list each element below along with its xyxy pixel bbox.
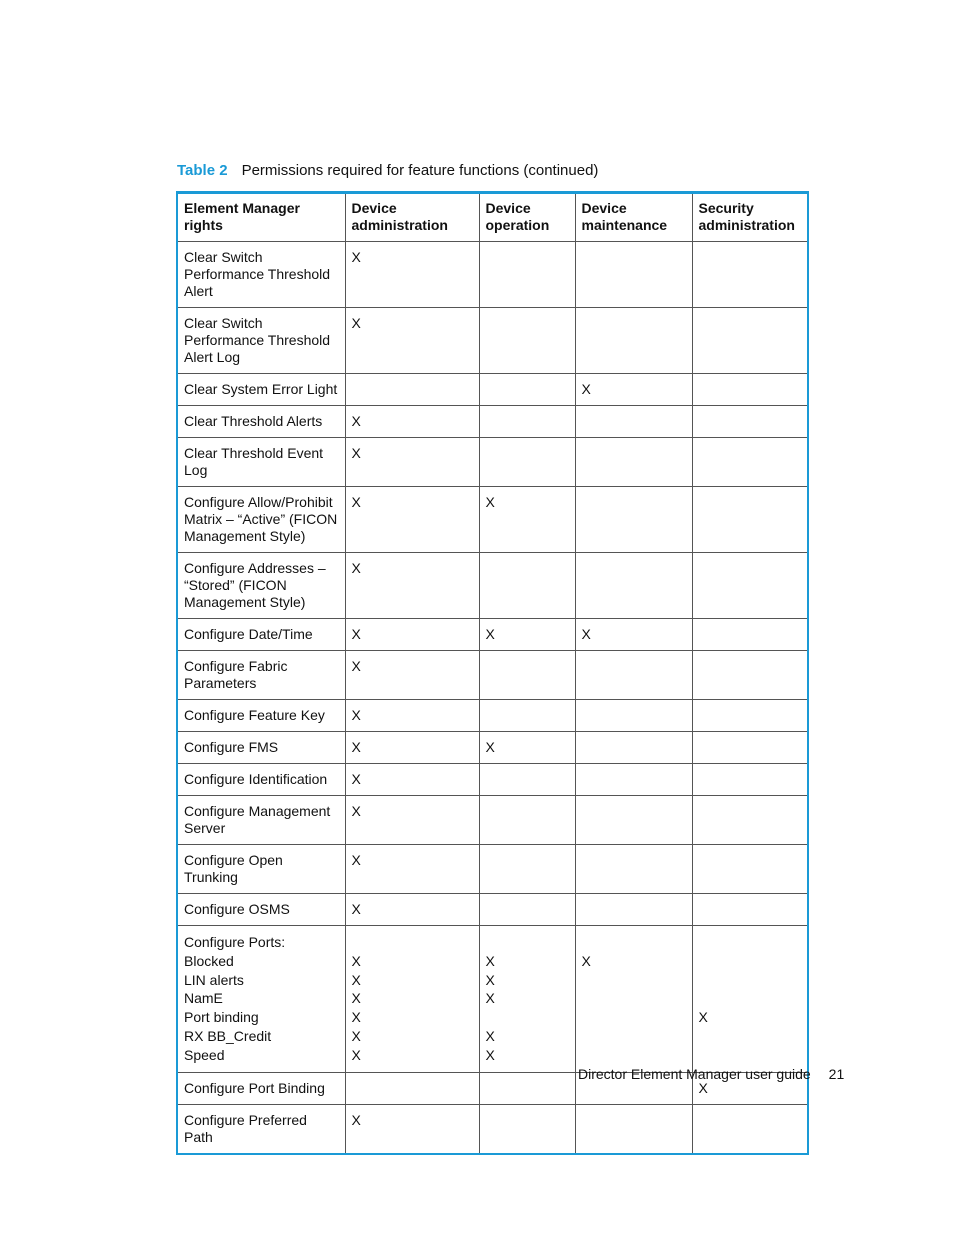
cell-right-name: Configure FMS <box>178 732 345 764</box>
cell-device-operation <box>479 406 575 438</box>
cell-device-maintenance <box>575 764 692 796</box>
table-row <box>178 845 807 894</box>
cell-right-name: Configure Date/Time <box>178 619 345 651</box>
table-caption-text: Permissions required for feature functions (continued) <box>241 162 599 179</box>
cell-device-administration: X <box>345 651 479 700</box>
cell-device-maintenance <box>575 732 692 764</box>
header-security-administration: Security administration <box>692 194 807 242</box>
header-element-manager-rights: Element Manager rights <box>178 194 345 242</box>
cell-device-operation <box>479 894 575 926</box>
cell-device-administration: X <box>345 406 479 438</box>
cell-security-administration <box>692 308 807 374</box>
footer-title: Director Element Manager user guide <box>578 1066 811 1082</box>
cell-right-name: Configure Identification <box>178 764 345 796</box>
cell-device-maintenance <box>575 438 692 487</box>
cell-device-administration: X X X X X X <box>345 926 479 1073</box>
cell-device-administration: X <box>345 308 479 374</box>
cell-device-administration: X <box>345 438 479 487</box>
cell-device-operation <box>479 764 575 796</box>
cell-right-name: Configure Open Trunking <box>178 845 345 894</box>
cell-device-operation <box>479 308 575 374</box>
cell-device-operation: X <box>479 487 575 553</box>
cell-device-administration: X <box>345 732 479 764</box>
cell-device-operation: X <box>479 732 575 764</box>
table-row <box>178 764 807 796</box>
cell-device-maintenance <box>575 406 692 438</box>
cell-security-administration <box>692 438 807 487</box>
cell-right-name: Configure Management Server <box>178 796 345 845</box>
table-row <box>178 732 807 764</box>
cell-device-operation <box>479 700 575 732</box>
table-row <box>178 406 807 438</box>
cell-right-name: Clear Switch Performance Threshold Alert Log <box>178 308 345 374</box>
page-footer <box>578 1066 844 1082</box>
cell-security-administration <box>692 1104 807 1153</box>
table-row <box>178 242 807 308</box>
cell-device-administration: X <box>345 553 479 619</box>
cell-security-administration <box>692 553 807 619</box>
cell-device-maintenance <box>575 1104 692 1153</box>
cell-device-administration: X <box>345 796 479 845</box>
cell-security-administration <box>692 764 807 796</box>
cell-right-name: Clear System Error Light <box>178 374 345 406</box>
cell-right-name: Configure Allow/Prohibit Matrix – “Active” (FICON Management Style) <box>178 487 345 553</box>
cell-right-name: Configure Port Binding <box>178 1072 345 1104</box>
table-label: Table 2 <box>177 162 228 179</box>
cell-right-name: Clear Threshold Event Log <box>178 438 345 487</box>
cell-device-operation: X <box>479 619 575 651</box>
cell-security-administration <box>692 619 807 651</box>
cell-security-administration <box>692 242 807 308</box>
cell-security-administration: X <box>692 926 807 1073</box>
cell-right-name: Configure OSMS <box>178 894 345 926</box>
cell-device-maintenance <box>575 845 692 894</box>
cell-device-maintenance <box>575 487 692 553</box>
cell-security-administration <box>692 406 807 438</box>
cell-device-operation: X X X X X <box>479 926 575 1073</box>
table-row <box>178 700 807 732</box>
cell-device-maintenance <box>575 242 692 308</box>
cell-right-name: Configure Ports: Blocked LIN alerts NamE Port binding RX BB_Credit Speed <box>178 926 345 1073</box>
page-number: 21 <box>828 1066 845 1082</box>
table-row <box>178 619 807 651</box>
table-row <box>178 651 807 700</box>
cell-device-maintenance <box>575 796 692 845</box>
table-row <box>178 438 807 487</box>
cell-device-maintenance: X <box>575 374 692 406</box>
cell-device-maintenance <box>575 894 692 926</box>
table-caption <box>177 162 598 179</box>
cell-device-administration <box>345 374 479 406</box>
cell-right-name: Configure Addresses – “Stored” (FICON Management Style) <box>178 553 345 619</box>
cell-security-administration <box>692 845 807 894</box>
cell-device-maintenance <box>575 651 692 700</box>
table-row <box>178 374 807 406</box>
cell-device-maintenance: X <box>575 926 692 1073</box>
header-device-operation: Device operation <box>479 194 575 242</box>
cell-device-administration <box>345 1072 479 1104</box>
table-row <box>178 1104 807 1153</box>
cell-device-maintenance: X <box>575 619 692 651</box>
permissions-table <box>176 191 809 1155</box>
cell-device-operation <box>479 651 575 700</box>
table-row <box>178 926 807 1073</box>
cell-device-maintenance <box>575 553 692 619</box>
cell-security-administration <box>692 796 807 845</box>
header-device-maintenance: Device maintenance <box>575 194 692 242</box>
table-row <box>178 487 807 553</box>
cell-security-administration <box>692 374 807 406</box>
cell-device-maintenance <box>575 700 692 732</box>
cell-right-name: Configure Preferred Path <box>178 1104 345 1153</box>
cell-device-administration: X <box>345 1104 479 1153</box>
cell-security-administration <box>692 700 807 732</box>
cell-device-operation <box>479 1104 575 1153</box>
cell-device-administration: X <box>345 845 479 894</box>
cell-device-administration: X <box>345 487 479 553</box>
table-row <box>178 553 807 619</box>
cell-security-administration <box>692 487 807 553</box>
cell-device-operation <box>479 242 575 308</box>
cell-device-operation <box>479 796 575 845</box>
table-row <box>178 796 807 845</box>
cell-security-administration: X <box>692 1072 807 1104</box>
cell-device-administration: X <box>345 894 479 926</box>
cell-device-administration: X <box>345 242 479 308</box>
cell-right-name: Clear Threshold Alerts <box>178 406 345 438</box>
cell-device-maintenance <box>575 308 692 374</box>
cell-device-administration: X <box>345 764 479 796</box>
cell-device-administration: X <box>345 700 479 732</box>
cell-security-administration <box>692 894 807 926</box>
cell-device-operation <box>479 438 575 487</box>
cell-device-administration: X <box>345 619 479 651</box>
table-header-row <box>178 194 807 242</box>
cell-device-operation <box>479 1072 575 1104</box>
cell-device-operation <box>479 553 575 619</box>
cell-right-name: Configure Fabric Parameters <box>178 651 345 700</box>
cell-right-name: Clear Switch Performance Threshold Alert <box>178 242 345 308</box>
table-row <box>178 308 807 374</box>
cell-right-name: Configure Feature Key <box>178 700 345 732</box>
table-row <box>178 894 807 926</box>
cell-security-administration <box>692 732 807 764</box>
cell-device-operation <box>479 374 575 406</box>
cell-device-operation <box>479 845 575 894</box>
header-device-administration: Device administration <box>345 194 479 242</box>
cell-security-administration <box>692 651 807 700</box>
